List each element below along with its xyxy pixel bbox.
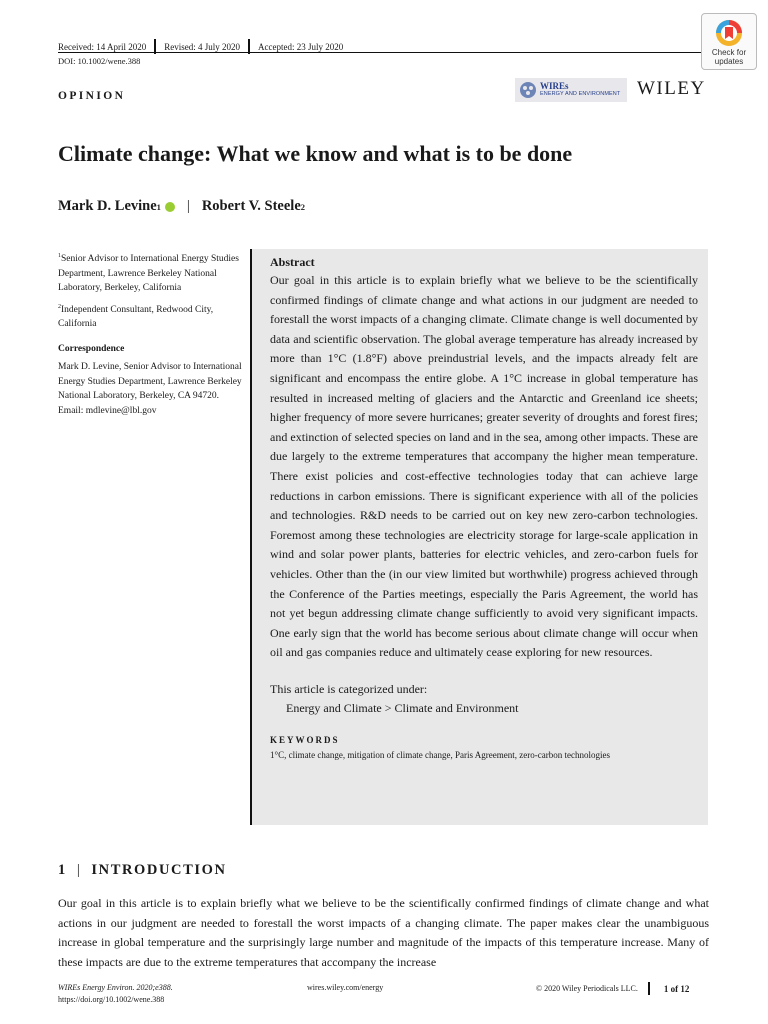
- revised-date: Revised: 4 July 2020: [164, 41, 240, 52]
- journal-logo-title: WIREs: [540, 81, 569, 91]
- affiliation-mark: 2: [58, 303, 61, 310]
- header-rule: [58, 52, 710, 53]
- affiliation-mark: 1: [58, 253, 61, 259]
- publisher-logo[interactable]: WILEY: [637, 78, 706, 99]
- abstract-text: Our goal in this article is to explain briefly what we believe to be the scientifically confirmed findings of climate change and what actions in our judgment are needed to forestall the worst impacts of a changing climate. Climate change is well documented by data and scientific observation. The global average temperature has already increased by more than 1°C (1.8°F) above preindustrial levels, and the impacts already felt are significant and encompass the entire globe. A 1°C increase in global temperature has resulted in increased melting of glaciers and the Antarctic and Greenland ice sheets; higher frequency of more severe hurricanes; greater severity of droughts and forest fires; and extinction of selected species on land and in the sea, among other impacts. These are due largely to the extreme temperatures that accompany the higher mean temperature. There exist policies and cost-effective technologies today that can achieve large reductions in carbon emissions. There is significant experience with all of the policies and technologies. R&D needs to be carried out on key new zero-carbon technologies. Foremost among these technologies are electricity storage for large-scale application in wind and solar power plants, batteries for electric vehicles, and zero-carbon fuels for vehicles. Other than the (in our view limited but worthwhile) progress achieved through the Conference of the Parties meetings, especially the Paris Agreement, the world has not yet begun addressing climate change sufficiently to avoid very significant impacts. One early sign that the world has become serious about climate change will occur when oil and gas companies reduce and ultimately cease exploring for new resources.: [270, 273, 698, 660]
- check-for-updates-line2: updates: [714, 57, 744, 66]
- article-title: Climate change: What we know and what is to be done: [58, 141, 573, 166]
- doi-link[interactable]: https://doi.org/10.1002/wene.388: [58, 995, 165, 1004]
- section-title: INTRODUCTION: [91, 862, 227, 878]
- divider: [648, 982, 650, 995]
- section-separator: |: [76, 862, 82, 878]
- correspondence-address: Mark D. Levine, Senior Advisor to International Energy Studies Department, Lawrence Berkeley National Laboratory, Berkeley, CA 94720.: [58, 362, 242, 402]
- affiliation-1: [58, 249, 244, 296]
- section-label: OPINION: [58, 90, 126, 102]
- journal-logo-subtitle: ENERGY AND ENVIRONMENT: [540, 91, 621, 97]
- keywords: 1°C, climate change, mitigation of climate change, Paris Agreement, zero-carbon technologies: [270, 749, 610, 760]
- crossmark-icon: [714, 18, 744, 48]
- footer-right: [536, 982, 689, 995]
- affiliation-2: [58, 300, 244, 332]
- affiliation-text: Senior Advisor to International Energy Studies Department, Lawrence Berkeley National Laboratory, Berkeley, California: [58, 254, 239, 294]
- copyright: © 2020 Wiley Periodicals LLC.: [536, 983, 638, 993]
- correspondence-text: [58, 360, 244, 418]
- doi: DOI: 10.1002/wene.388: [58, 56, 141, 66]
- check-for-updates-badge[interactable]: [701, 13, 757, 70]
- author-name[interactable]: Robert V. Steele: [201, 198, 301, 214]
- correspondence-heading: Correspondence: [58, 343, 125, 354]
- section-number: 1: [58, 862, 67, 878]
- author-affiliation-mark: 2: [300, 201, 306, 212]
- author-name[interactable]: Mark D. Levine: [58, 198, 157, 214]
- accepted-date: Accepted: 23 July 2020: [257, 41, 344, 52]
- affiliation-text: Independent Consultant, Redwood City, California: [58, 304, 214, 330]
- categorized-label: This article is categorized under:: [270, 681, 428, 696]
- author-affiliation-mark: 1: [156, 201, 161, 212]
- received-date: Received: 14 April 2020: [58, 41, 147, 52]
- abstract: [270, 255, 698, 760]
- wires-globe-icon: [518, 81, 538, 99]
- author-list: [58, 198, 305, 215]
- orcid-icon[interactable]: [165, 202, 175, 212]
- abstract-left-rule: [250, 249, 252, 825]
- categories: [270, 680, 698, 718]
- journal-logo[interactable]: [515, 78, 627, 102]
- affiliations: [58, 249, 244, 418]
- journal-reference: WIREs Energy Environ. 2020;e388.: [58, 983, 173, 992]
- check-for-updates-line1: Check for: [711, 48, 747, 57]
- correspondence-email[interactable]: Email: mdlevine@lbl.gov: [58, 405, 157, 416]
- page-number: 1 of 12: [663, 983, 690, 994]
- author-separator: |: [186, 198, 190, 214]
- section-heading: [58, 862, 227, 879]
- website-link[interactable]: wires.wiley.com/energy: [307, 983, 384, 992]
- keywords-heading: KEYWORDS: [270, 734, 340, 745]
- abstract-heading: Abstract: [270, 255, 315, 269]
- introduction-text: Our goal in this article is to explain briefly what we believe to be the scientifically confirmed findings of climate change and what actions in our judgment are needed to forestall the worst impacts of a changing climate. The paper makes clear the unambiguous increase in global temperature and the surprisingly large number and magnitude of the impacts of this temperature increase. Many of these impacts are due to the extreme temperatures that accompany the increase: [58, 896, 709, 969]
- footer-citation: [58, 982, 173, 1006]
- category-link[interactable]: Energy and Climate > Climate and Environment: [286, 700, 519, 715]
